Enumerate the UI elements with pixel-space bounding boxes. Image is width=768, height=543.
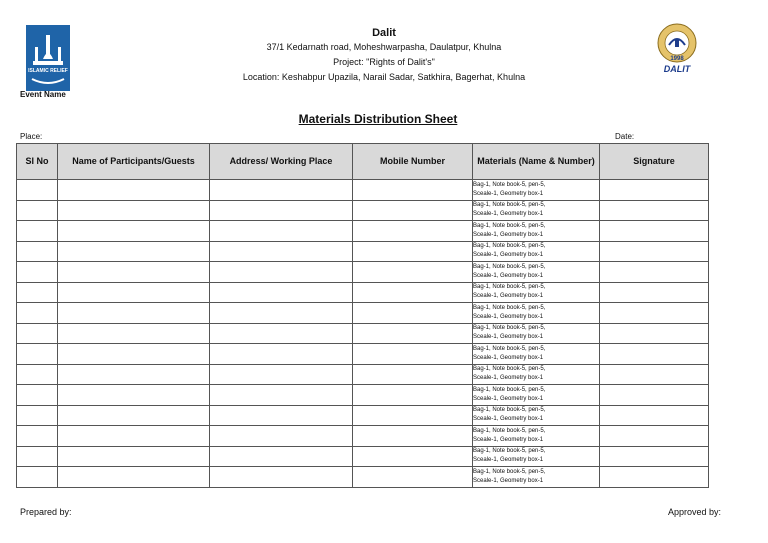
header-mobile-number: Mobile Number	[353, 144, 473, 180]
cell-participant-name[interactable]	[58, 467, 210, 488]
table-row	[17, 180, 709, 201]
materials-line-1: Bag-1, Note book-5, pen-5,	[473, 366, 546, 373]
header-si-no: SI No	[17, 144, 58, 180]
materials-line-2: Sceale-1, Geometry box-1	[473, 231, 544, 238]
cell-mobile-number[interactable]	[353, 446, 473, 467]
cell-signature[interactable]	[600, 180, 709, 201]
cell-si-no[interactable]	[17, 344, 58, 365]
cell-mobile-number[interactable]	[353, 282, 473, 303]
approved-by-label: Approved by:	[668, 507, 722, 517]
materials-line-1: Bag-1, Note book-5, pen-5,	[473, 386, 546, 393]
cell-participant-name[interactable]	[58, 180, 210, 201]
cell-si-no[interactable]	[17, 221, 58, 242]
cell-si-no[interactable]	[17, 323, 58, 344]
cell-si-no[interactable]	[17, 303, 58, 324]
cell-materials	[473, 221, 600, 242]
cell-si-no[interactable]	[17, 180, 58, 201]
date-label: Date:	[615, 132, 635, 141]
cell-participant-name[interactable]	[58, 364, 210, 385]
cell-si-no[interactable]	[17, 405, 58, 426]
cell-mobile-number[interactable]	[353, 426, 473, 447]
cell-signature[interactable]	[600, 200, 709, 221]
materials-line-1: Bag-1, Note book-5, pen-5,	[473, 243, 546, 250]
cell-mobile-number[interactable]	[353, 262, 473, 283]
cell-si-no[interactable]	[17, 446, 58, 467]
cell-materials	[473, 323, 600, 344]
cell-mobile-number[interactable]	[353, 180, 473, 201]
cell-participant-name[interactable]	[58, 405, 210, 426]
table-row	[17, 200, 709, 221]
materials-line-2: Sceale-1, Geometry box-1	[473, 354, 544, 361]
cell-materials	[473, 344, 600, 365]
cell-signature[interactable]	[600, 446, 709, 467]
cell-address[interactable]	[210, 323, 353, 344]
materials-line-1: Bag-1, Note book-5, pen-5,	[473, 181, 546, 188]
cell-participant-name[interactable]	[58, 241, 210, 262]
cell-materials	[473, 426, 600, 447]
location-line: Location: Keshabpur Upazila, Narail Sadar, Satkhira, Bagerhat, Khulna	[242, 72, 526, 82]
table-row	[17, 426, 709, 447]
cell-materials	[473, 364, 600, 385]
cell-si-no[interactable]	[17, 241, 58, 262]
table-row	[17, 467, 709, 488]
table-row	[17, 405, 709, 426]
materials-line-1: Bag-1, Note book-5, pen-5,	[473, 345, 546, 352]
cell-signature[interactable]	[600, 385, 709, 406]
table-row	[17, 262, 709, 283]
cell-materials	[473, 405, 600, 426]
cell-address[interactable]	[210, 262, 353, 283]
cell-address[interactable]	[210, 180, 353, 201]
table-row	[17, 221, 709, 242]
materials-line-1: Bag-1, Note book-5, pen-5,	[473, 202, 546, 209]
cell-signature[interactable]	[600, 364, 709, 385]
cell-signature[interactable]	[600, 426, 709, 447]
cell-address[interactable]	[210, 364, 353, 385]
materials-line-1: Bag-1, Note book-5, pen-5,	[473, 407, 546, 414]
cell-signature[interactable]	[600, 344, 709, 365]
cell-participant-name[interactable]	[58, 282, 210, 303]
cell-mobile-number[interactable]	[353, 385, 473, 406]
cell-address[interactable]	[210, 344, 353, 365]
right-logo-text: DALIT	[663, 64, 691, 74]
materials-line-1: Bag-1, Note book-5, pen-5,	[473, 222, 546, 229]
cell-materials	[473, 200, 600, 221]
cell-address[interactable]	[210, 405, 353, 426]
org-name: Dalit	[372, 27, 396, 39]
cell-mobile-number[interactable]	[353, 221, 473, 242]
materials-line-1: Bag-1, Note book-5, pen-5,	[473, 304, 546, 311]
cell-participant-name[interactable]	[58, 303, 210, 324]
materials-line-2: Sceale-1, Geometry box-1	[473, 334, 544, 341]
cell-mobile-number[interactable]	[353, 364, 473, 385]
table-header-row	[17, 144, 709, 180]
cell-participant-name[interactable]	[58, 426, 210, 447]
header-participant-name: Name of Participants/Guests	[58, 144, 210, 180]
cell-materials	[473, 180, 600, 201]
materials-line-2: Sceale-1, Geometry box-1	[473, 272, 544, 279]
materials-line-2: Sceale-1, Geometry box-1	[473, 293, 544, 300]
cell-mobile-number[interactable]	[353, 344, 473, 365]
materials-line-2: Sceale-1, Geometry box-1	[473, 477, 544, 484]
table-body	[17, 180, 709, 488]
materials-table	[16, 143, 709, 488]
cell-materials	[473, 303, 600, 324]
cell-address[interactable]	[210, 303, 353, 324]
materials-line-2: Sceale-1, Geometry box-1	[473, 190, 544, 197]
sheet-title: Materials Distribution Sheet	[298, 112, 458, 126]
prepared-by-label: Prepared by:	[20, 507, 72, 517]
table-row	[17, 344, 709, 365]
cell-participant-name[interactable]	[58, 262, 210, 283]
right-logo-year: 1998	[670, 56, 684, 62]
cell-si-no[interactable]	[17, 426, 58, 447]
materials-line-2: Sceale-1, Geometry box-1	[473, 416, 544, 423]
org-address: 37/1 Kedarnath road, Moheshwarpasha, Daulatpur, Khulna	[266, 42, 502, 52]
materials-line-1: Bag-1, Note book-5, pen-5,	[473, 325, 546, 332]
materials-line-1: Bag-1, Note book-5, pen-5,	[473, 284, 546, 291]
cell-si-no[interactable]	[17, 385, 58, 406]
event-name-label: Event Name	[20, 90, 66, 99]
cell-materials	[473, 385, 600, 406]
cell-address[interactable]	[210, 241, 353, 262]
project-line: Project: "Rights of Dalit's"	[333, 57, 435, 67]
dalit-logo	[653, 23, 701, 75]
cell-participant-name[interactable]	[58, 323, 210, 344]
cell-materials	[473, 446, 600, 467]
materials-line-1: Bag-1, Note book-5, pen-5,	[473, 448, 546, 455]
cell-mobile-number[interactable]	[353, 303, 473, 324]
cell-materials	[473, 241, 600, 262]
materials-line-2: Sceale-1, Geometry box-1	[473, 395, 544, 402]
cell-si-no[interactable]	[17, 262, 58, 283]
cell-si-no[interactable]	[17, 364, 58, 385]
materials-line-1: Bag-1, Note book-5, pen-5,	[473, 468, 546, 475]
cell-materials	[473, 467, 600, 488]
left-logo-text: ISLAMIC RELIEF	[28, 68, 68, 74]
materials-line-2: Sceale-1, Geometry box-1	[473, 252, 544, 259]
cell-mobile-number[interactable]	[353, 405, 473, 426]
table-row	[17, 303, 709, 324]
cell-signature[interactable]	[600, 262, 709, 283]
materials-line-1: Bag-1, Note book-5, pen-5,	[473, 263, 546, 270]
table-row	[17, 446, 709, 467]
cell-address[interactable]	[210, 446, 353, 467]
cell-mobile-number[interactable]	[353, 200, 473, 221]
cell-address[interactable]	[210, 385, 353, 406]
cell-signature[interactable]	[600, 221, 709, 242]
cell-mobile-number[interactable]	[353, 323, 473, 344]
table-row	[17, 385, 709, 406]
cell-mobile-number[interactable]	[353, 467, 473, 488]
cell-si-no[interactable]	[17, 282, 58, 303]
cell-signature[interactable]	[600, 405, 709, 426]
cell-mobile-number[interactable]	[353, 241, 473, 262]
cell-address[interactable]	[210, 200, 353, 221]
cell-participant-name[interactable]	[58, 446, 210, 467]
header-address: Address/ Working Place	[210, 144, 353, 180]
cell-participant-name[interactable]	[58, 200, 210, 221]
cell-si-no[interactable]	[17, 467, 58, 488]
cell-si-no[interactable]	[17, 200, 58, 221]
table-row	[17, 241, 709, 262]
materials-line-2: Sceale-1, Geometry box-1	[473, 457, 544, 464]
cell-participant-name[interactable]	[58, 221, 210, 242]
cell-materials	[473, 262, 600, 283]
place-label: Place:	[20, 132, 43, 141]
cell-signature[interactable]	[600, 282, 709, 303]
materials-line-2: Sceale-1, Geometry box-1	[473, 436, 544, 443]
cell-signature[interactable]	[600, 241, 709, 262]
table-row	[17, 282, 709, 303]
materials-line-2: Sceale-1, Geometry box-1	[473, 211, 544, 218]
cell-participant-name[interactable]	[58, 385, 210, 406]
materials-line-2: Sceale-1, Geometry box-1	[473, 313, 544, 320]
header-signature: Signature	[600, 144, 709, 180]
header-materials: Materials (Name & Number)	[473, 144, 600, 180]
cell-address[interactable]	[210, 467, 353, 488]
cell-address[interactable]	[210, 282, 353, 303]
cell-participant-name[interactable]	[58, 344, 210, 365]
cell-address[interactable]	[210, 221, 353, 242]
table-row	[17, 323, 709, 344]
cell-signature[interactable]	[600, 303, 709, 324]
cell-signature[interactable]	[600, 323, 709, 344]
materials-line-2: Sceale-1, Geometry box-1	[473, 375, 544, 382]
materials-line-1: Bag-1, Note book-5, pen-5,	[473, 427, 546, 434]
cell-signature[interactable]	[600, 467, 709, 488]
cell-materials	[473, 282, 600, 303]
table-row	[17, 364, 709, 385]
cell-address[interactable]	[210, 426, 353, 447]
